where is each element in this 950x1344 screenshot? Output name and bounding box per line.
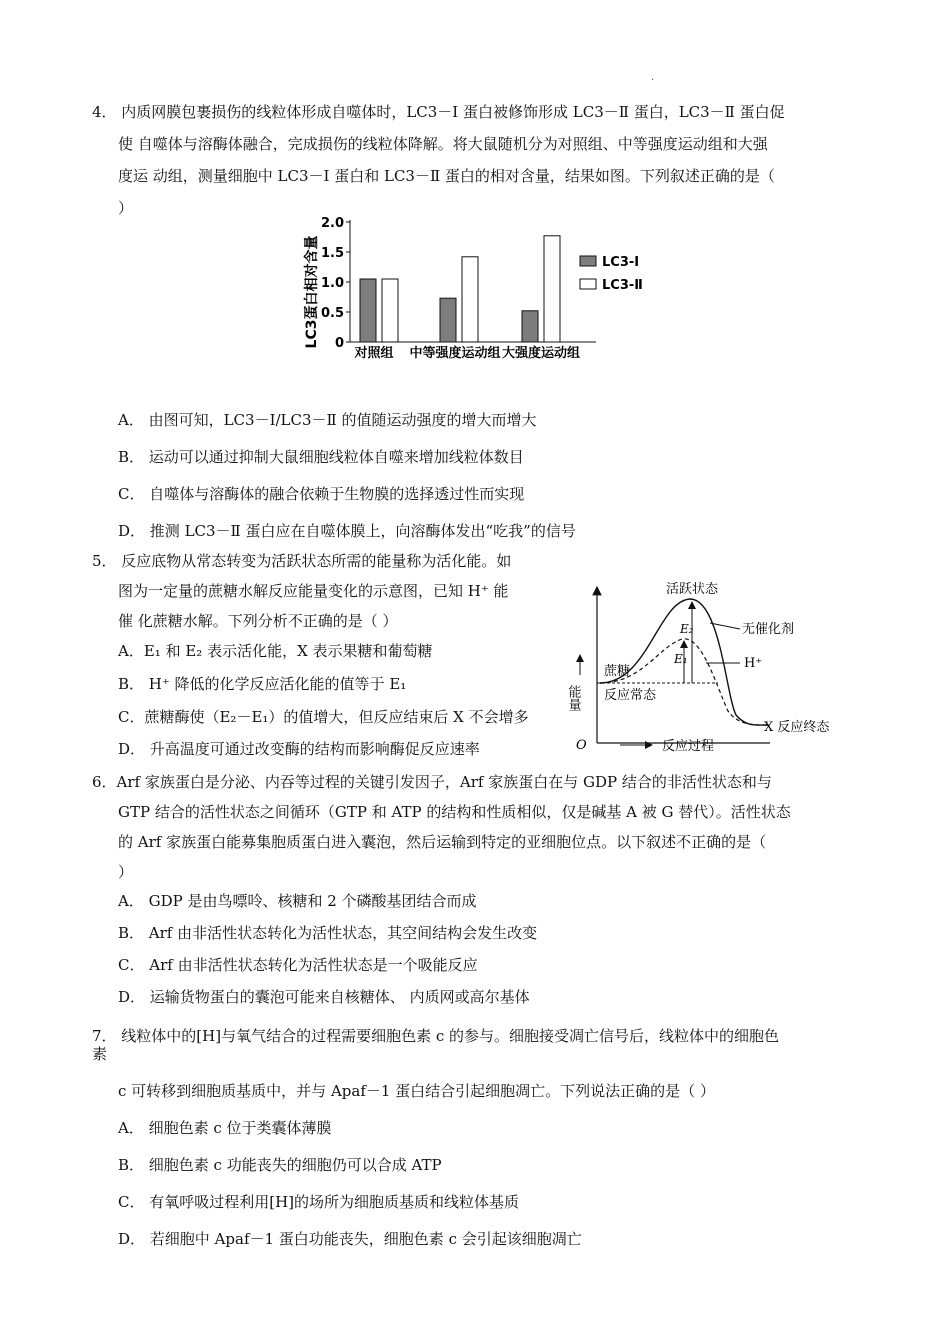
legend-swatch-lc3-i (580, 256, 596, 266)
q6-stem-line-4: ） (118, 863, 134, 881)
y-tick-label: 0.5 (320, 306, 344, 321)
y-tick-label: 1.5 (320, 246, 344, 261)
q6-option-c: C． Arf 由非活性状态转化为活性状态是一个吸能反应 (118, 956, 478, 974)
q6-option-b: B． Arf 由非活性状态转化为活性状态，其空间结构会发生改变 (118, 924, 538, 942)
q4-stem-line-4: ） (118, 199, 134, 217)
y-tick-label: 1.0 (320, 276, 344, 291)
energy-axis-label: 能量 (565, 685, 581, 711)
e2-label: E₂ (680, 622, 694, 636)
q4-option-a: A． 由图可知，LC3－Ⅰ/LC3－Ⅱ 的值随运动强度的增大而增大 (118, 411, 537, 429)
q7-option-d: D． 若细胞中 Apaf－1 蛋白功能丧失，细胞色素 c 会引起该细胞凋亡 (118, 1230, 582, 1248)
q5-stem-line-1: 5． 反应底物从常态转变为活跃状态所需的能量称为活化能。如 (92, 552, 512, 570)
bar-lc3-ii-1 (462, 257, 478, 342)
q5-option-c: C．蔗糖酶使（E₂－E₁）的值增大，但反应结束后 X 不会增多 (118, 708, 529, 726)
x-category-label: 大强度运动组 (501, 346, 581, 361)
q6-option-a: A． GDP 是由鸟嘌呤、核糖和 2 个磷酸基团结合而成 (118, 892, 477, 910)
sucrose-label: 蔗糖 (604, 664, 631, 679)
active-state-label: 活跃状态 (666, 582, 719, 597)
legend-label-lc3-ii: LC3-Ⅱ (602, 278, 643, 293)
bar-lc3-ii-0 (382, 279, 398, 342)
q5-option-b: B． H⁺ 降低的化学反应活化能的值等于 E₁ (118, 675, 407, 693)
y-tick-label: 0 (334, 336, 344, 351)
h-plus-label: H⁺ (744, 656, 763, 671)
q5-option-d: D． 升高温度可通过改变酶的结构而影响酶促反应速率 (118, 740, 480, 758)
header-mark: . (651, 72, 655, 83)
e1-label: E₁ (674, 652, 688, 666)
chart-legend (580, 255, 643, 293)
q6-stem-line-2: GTP 结合的活性状态之间循环（GTP 和 ATP 的结构和性质相似，仅是碱基 A 被 G 替代）。活性状态 (118, 803, 791, 821)
x-category-label: 中等强度运动组 (409, 346, 501, 361)
origin-label: O (576, 738, 587, 753)
legend-swatch-lc3-ii (580, 279, 596, 289)
q4-option-b: B． 运动可以通过抑制大鼠细胞线粒体自噬来增加线粒体数目 (118, 448, 524, 466)
q6-option-d: D． 运输货物蛋白的囊泡可能来自核糖体、 内质网或高尔基体 (118, 988, 530, 1006)
q6-stem-line-3: 的 Arf 家族蛋白能募集胞质蛋白进入囊泡，然后运输到特定的亚细胞位点。以下叙述不正确的是（ (118, 833, 767, 851)
q4-stem-line-3: 度运 动组，测量细胞中 LC3－Ⅰ 蛋白和 LC3－Ⅱ 蛋白的相对含量，结果如图。下列叙述正确的是（ (118, 167, 775, 185)
q6-stem-line-1: 6．Arf 家族蛋白是分泌、内吞等过程的关键引发因子，Arf 家族蛋白在与 GDP 结合的非活性状态和与 (92, 773, 772, 791)
q5-option-a: A．E₁ 和 E₂ 表示活化能，X 表示果糖和葡萄糖 (118, 642, 433, 660)
q4-option-c: C． 自噬体与溶酶体的融合依赖于生物膜的选择透过性而实现 (118, 485, 525, 503)
q4-stem-line-2: 使 自噬体与溶酶体融合，完成损伤的线粒体降解。将大鼠随机分为对照组、中等强度运动组和大强 (118, 135, 768, 153)
q4-option-d: D． 推测 LC3－Ⅱ 蛋白应在自噬体膜上，向溶酶体发出“吃我”的信号 (118, 522, 576, 540)
legend-label-lc3-i: LC3-Ⅰ (602, 255, 640, 270)
q7-stem-line-3: c 可转移到细胞质基质中，并与 Apaf－1 蛋白结合引起细胞凋亡。下列说法正确的是（ ） (118, 1082, 715, 1100)
q4-stem-line-1: 4． 内质网膜包裹损伤的线粒体形成自噬体时，LC3－Ⅰ 蛋白被修饰形成 LC3－Ⅱ 蛋白，LC3－Ⅱ 蛋白促 (92, 103, 785, 121)
q7-stem-line-1: 7． 线粒体中的[H]与氧气结合的过程需要细胞色素 c 的参与。细胞接受凋亡信号后，线粒体中的细胞色 (92, 1027, 780, 1045)
end-state-label: X 反应终态 (764, 720, 830, 735)
chart-ylabel: LC3蛋白相对含量 (304, 235, 320, 349)
y-tick-label: 2.0 (320, 216, 344, 231)
q5-stem-line-2: 图为一定量的蔗糖水解反应能量变化的示意图，已知 H⁺ 能 (118, 582, 509, 600)
bar-lc3-i-0 (360, 279, 376, 342)
energy-diagram (565, 575, 850, 757)
no-catalyst-label: 无催化剂 (742, 622, 795, 637)
bar-lc3-ii-2 (544, 236, 560, 342)
normal-state-label: 反应常态 (604, 688, 657, 703)
lc3-bar-chart (298, 210, 658, 375)
q7-option-b: B． 细胞色素 c 功能丧失的细胞仍可以合成 ATP (118, 1156, 442, 1174)
x-category-label: 对照组 (354, 346, 394, 361)
bar-lc3-i-2 (522, 311, 538, 342)
process-axis-label: 反应过程 (662, 739, 715, 754)
q7-option-c: C． 有氧呼吸过程利用[H]的场所为细胞质基质和线粒体基质 (118, 1193, 520, 1211)
bar-lc3-i-1 (440, 298, 456, 342)
q7-stem-line-2: 素 (92, 1045, 108, 1063)
q5-stem-line-3: 催 化蔗糖水解。下列分析不正确的是（ ） (118, 612, 398, 630)
q7-option-a: A． 细胞色素 c 位于类囊体薄膜 (118, 1119, 332, 1137)
